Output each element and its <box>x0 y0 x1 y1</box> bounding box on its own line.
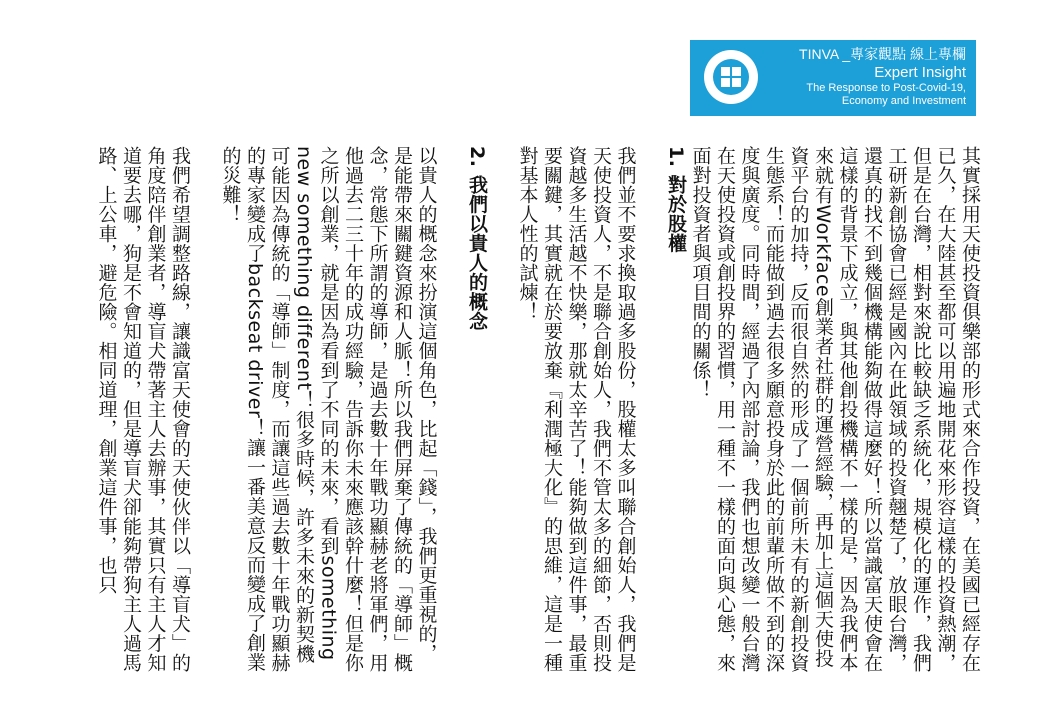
section1-heading: 1. 對於股權 <box>665 146 687 253</box>
article-body <box>92 146 982 676</box>
banner-title-en: Expert Insight <box>874 64 966 81</box>
logo-window-horizontal-bar <box>721 76 741 78</box>
banner-text <box>799 45 966 108</box>
banner-title-cn: TINVA _專家觀點 線上專欄 <box>799 46 966 62</box>
banner-subtitle-line2: Economy and Investment <box>841 95 966 107</box>
banner-subtitle-line1: The Response to Post-Covid-19, <box>806 82 966 94</box>
intro-paragraph: 其實採用天使投資俱樂部的形式來合作投資，在美國已經存在已久，在大陸甚至都可以用遍地開花來形容這樣的投資熱潮，但是在台灣，相對來說比較缺乏系統化，規模化的運作，我們工研新創協會已經是國內在此領域的投資翹楚了，放眼台灣，還真的找不到幾個機構能夠做得這麼好！所以當識富天使會在這樣的背景下成立，與其他創投機構不一樣的是，因為我們本來就有Workface創業者社群的運營經驗，再加上這個天使投資平台的加持，反而很自然的形成了一個前所未有的新創投資生態系！而能做到過去很多願意投身於此的前輩所做不到的深度與廣度。同時間，經過了內部討論，我們也想改變一般台灣在天使投資或創投界的習慣，用一種不一樣的面向與心態，來面對投資者與項目間的關係！ <box>689 146 981 673</box>
column-banner <box>690 40 976 116</box>
tinva-logo-icon <box>704 50 758 104</box>
section3-paragraph: 我們希望調整路線，讓識富天使會的天使伙伴以「導盲犬」的角度陪伴創業者，導盲犬帶著主人去辦事，其實只有主人才知道要去哪，狗是不會知道的，但是導盲犬卻能夠帶狗主人過馬路、上公車，避危險。相同道理，創業這件事，也只 <box>95 146 191 673</box>
section2-heading: 2. 我們以貴人的概念 <box>466 146 488 331</box>
section1-paragraph: 我們並不要求換取過多股份，股權太多叫聯合創始人，我們是天使投資人，不是聯合創始人，我們不管太多的細節，否則投資越多生活越不快樂，那就太辛苦了！能夠做到這件事，最重要關鍵，其實就在於要放棄『利潤極大化』的思維，這是一種對基本人性的試煉！ <box>516 146 637 673</box>
section2-paragraph: 以貴人的概念來扮演這個角色，比起「錢」，我們更重視的，是能帶來關鍵資源和人脈！所以我們屏棄了傳統的「導師」概念，常態下所謂的導師，是過去數十年戰功顯赫老將軍們，用他過去二三十年的成功經驗，告訴你未來應該幹什麼！但是你之所以創業，就是因為看到了不同的未來，看到something new something different！很多時候，許多未來的新契機可能因為傳統的「導師」制度，而讓這些過去數十年戰功顯赫的專家變成了backseat driver！讓一番美意反而變成了創業的災難！ <box>219 146 438 673</box>
